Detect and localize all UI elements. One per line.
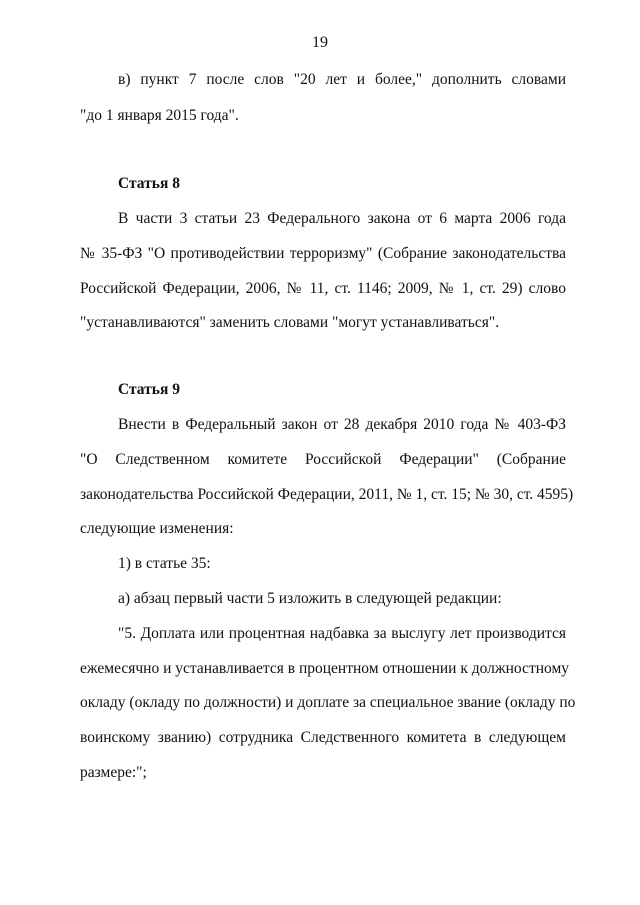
article-9-quote-line-4: воинскому званию) сотрудника Следственного комитета в следующем — [80, 729, 566, 746]
article-9-subitem-a: а) абзац первый части 5 изложить в следующей редакции: — [118, 590, 502, 607]
article-8-line-2: № 35-ФЗ "О противодействии терроризму" (Собрание законодательства — [80, 245, 566, 262]
article-8-heading: Статья 8 — [118, 175, 180, 192]
article-8-line-1: В части 3 статьи 23 Федерального закона от 6 марта 2006 года — [118, 210, 566, 227]
article-9-heading: Статья 9 — [118, 381, 180, 398]
article-9-line-3: законодательства Российской Федерации, 2011, № 1, ст. 15; № 30, ст. 4595) — [80, 486, 574, 503]
article-9-line-1: Внести в Федеральный закон от 28 декабря 2010 года № 403-ФЗ — [118, 416, 566, 433]
article-9-subitem-1: 1) в статье 35: — [118, 555, 211, 572]
article-9-quote-line-1: "5. Доплата или процентная надбавка за выслугу лет производится — [118, 625, 566, 642]
item-v-line-1: в) пункт 7 после слов "20 лет и более," дополнить словами — [118, 71, 566, 88]
article-9-quote-line-5: размере:"; — [80, 764, 147, 781]
page-number: 19 — [312, 34, 328, 51]
article-9-line-4: следующие изменения: — [80, 520, 234, 537]
article-8-line-4: "устанавливаются" заменить словами "могут устанавливаться". — [80, 314, 500, 331]
article-9-quote-line-3: окладу (окладу по должности) и доплате за специальное звание (окладу по — [80, 694, 576, 711]
item-v-line-2: "до 1 января 2015 года". — [80, 107, 239, 124]
article-8-line-3: Российской Федерации, 2006, № 11, ст. 1146; 2009, № 1, ст. 29) слово — [80, 280, 566, 297]
article-9-quote-line-2: ежемесячно и устанавливается в процентном отношении к должностному — [80, 660, 570, 677]
article-9-line-2: "О Следственном комитете Российской Федерации" (Собрание — [80, 451, 566, 468]
